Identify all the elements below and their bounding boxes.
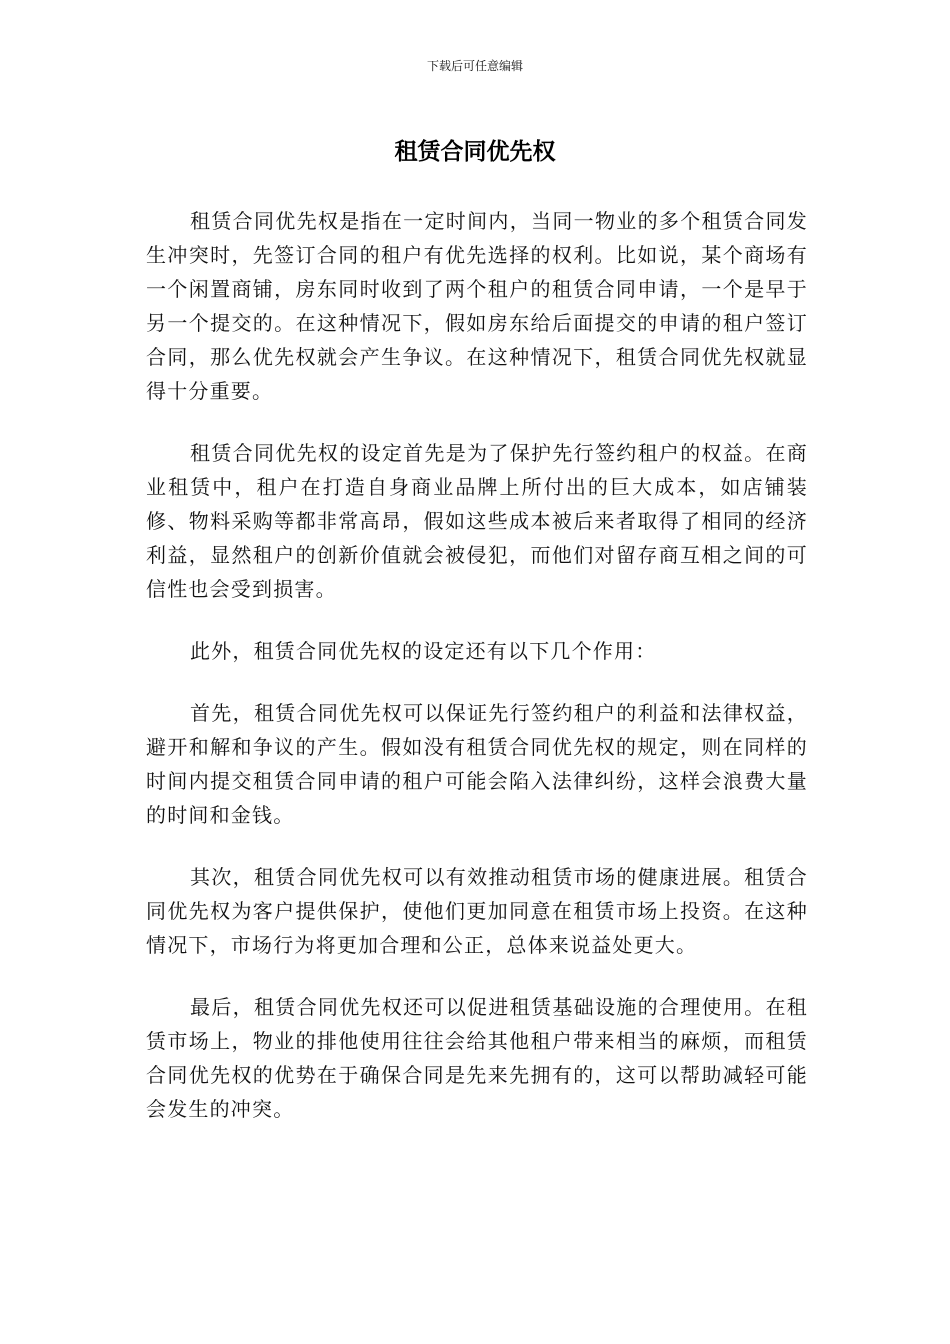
paragraph-6: 最后，租赁合同优先权还可以促进租赁基础设施的合理使用。在租赁市场上，物业的排他使用往往会给其他租户带来相当的麻烦，而租赁合同优先权的优势在于确保合同是先来先拥有的，这可以帮助减轻可能会发生的冲突。: [146, 995, 808, 1121]
paragraph-5: 其次，租赁合同优先权可以有效推动租赁市场的健康进展。租赁合同优先权为客户提供保护，使他们更加同意在租赁市场上投资。在这种情况下，市场行为将更加合理和公正，总体来说益处更大。: [146, 865, 808, 957]
paragraph-2: 租赁合同优先权的设定首先是为了保护先行签约租户的权益。在商业租赁中，租户在打造自身商业品牌上所付出的巨大成本，如店铺装修、物料采购等都非常高昂，假如这些成本被后来者取得了相同的经济利益，显然租户的创新价值就会被侵犯，而他们对留存商互相之间的可信性也会受到损害。: [146, 441, 808, 601]
document-body: [146, 204, 808, 1154]
document-title: 租赁合同优先权: [394, 139, 556, 165]
header-note: 下载后可任意编辑: [426, 59, 523, 73]
paragraph-4: 首先，租赁合同优先权可以保证先行签约租户的利益和法律权益，避开和解和争议的产生。假如没有租赁合同优先权的规定，则在同样的时间内提交租赁合同申请的租户可能会陷入法律纠纷，这样会浪费大量的时间和金钱。: [146, 701, 808, 827]
paragraph-3: 此外，租赁合同优先权的设定还有以下几个作用：: [190, 639, 657, 663]
paragraph-1: 租赁合同优先权是指在一定时间内，当同一物业的多个租赁合同发生冲突时，先签订合同的租户有优先选择的权利。比如说，某个商场有一个闲置商铺，房东同时收到了两个租户的租赁合同申请，一个是早于另一个提交的。在这种情况下，假如房东给后面提交的申请的租户签订合同，那么优先权就会产生争议。在这种情况下，租赁合同优先权就显得十分重要。: [146, 209, 808, 403]
